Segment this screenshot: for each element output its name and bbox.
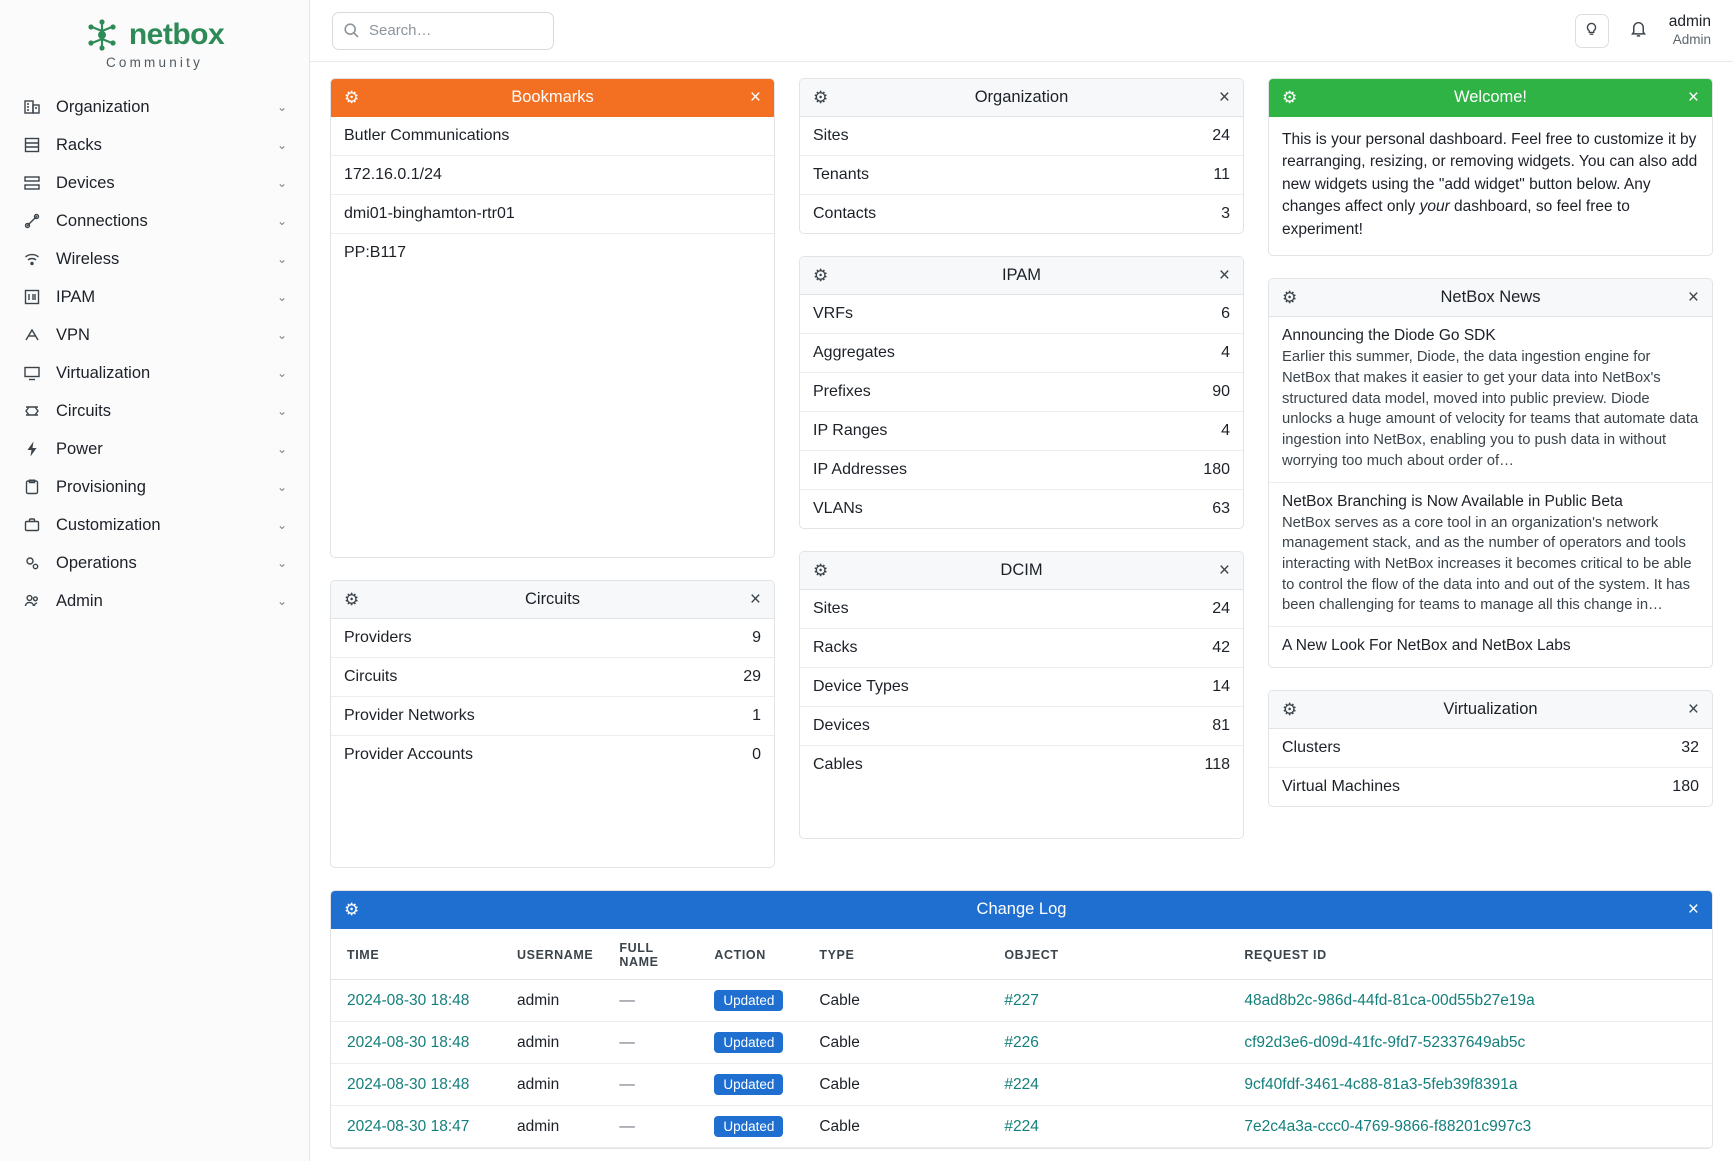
chevron-down-icon: ⌄ [276, 480, 287, 494]
chevron-down-icon: ⌄ [276, 518, 287, 532]
news-summary: NetBox serves as a core tool in an organization's network management stack, and as the number of operators and tools interacting with NetBox increases it becomes critical to be able to control the flow of the data into and out of the system. It has been challenging for teams to manage all this change in… [1282, 514, 1692, 614]
cell-time[interactable]: 2024-08-30 18:48 [347, 991, 470, 1009]
list-item[interactable] [1269, 483, 1712, 628]
row-value: 29 [743, 668, 761, 685]
news-summary: Earlier this summer, Diode, the data ingestion engine for NetBox that makes it easier to get your data into NetBox's structured data model, moved into public preview. Diode unlocks a huge amount of velocity for teams that automate data ingestion into NetBox, enabling you to push data in without worrying too much about order of… [1282, 349, 1699, 469]
sidebar-item-power[interactable] [0, 430, 309, 468]
cell-request-id[interactable]: 48ad8b2c-986d-44fd-81ca-00d55b27e19a [1244, 991, 1535, 1009]
sidebar-item-label: VPN [56, 325, 90, 344]
widget-title: DCIM [1000, 561, 1043, 579]
row-value: 63 [1212, 500, 1230, 517]
bolt-icon [22, 439, 42, 459]
cell-object[interactable]: #227 [1004, 991, 1039, 1009]
chevron-down-icon: ⌄ [276, 176, 287, 190]
close-icon[interactable]: × [1687, 287, 1699, 309]
widget-change-log [330, 890, 1713, 1149]
sidebar-item-operations[interactable] [0, 544, 309, 582]
row-value: 180 [1672, 778, 1699, 796]
row-label: IP Ranges [813, 422, 888, 439]
sidebar-item-label: Customization [56, 515, 161, 534]
sidebar-item-racks[interactable] [0, 126, 309, 164]
row-value: 0 [752, 746, 761, 763]
row-label: Racks [813, 639, 858, 656]
column-header-time[interactable]: TIME [331, 929, 501, 980]
brand-subtitle: Community [105, 55, 204, 70]
cell-type: Cable [803, 1106, 988, 1148]
brand-name: netbox [128, 18, 225, 51]
welcome-text [1269, 117, 1712, 255]
brand-logo-block[interactable] [0, 4, 309, 88]
widget-organization [799, 78, 1244, 234]
cell-type: Cable [803, 1064, 988, 1106]
cell-full-name: — [603, 980, 698, 1022]
row-value: 24 [1212, 127, 1230, 144]
welcome-text-emphasis: your [1419, 198, 1450, 216]
widget-title: NetBox News [1440, 288, 1541, 307]
list-item[interactable] [1269, 729, 1712, 768]
cell-object[interactable]: #226 [1004, 1033, 1039, 1051]
close-icon[interactable]: × [1218, 87, 1230, 108]
users-icon [22, 591, 42, 611]
row-value: 32 [1681, 739, 1699, 757]
sidebar-item-admin[interactable] [0, 582, 309, 620]
widget-header [800, 552, 1243, 590]
gear-icon[interactable]: ⚙ [1282, 288, 1298, 308]
cell-full-name: — [603, 1022, 698, 1064]
list-item[interactable] [800, 117, 1243, 156]
status-badge: Updated [714, 1032, 783, 1053]
row-label: Devices [813, 717, 870, 734]
sidebar-item-circuits[interactable] [0, 392, 309, 430]
cell-username: admin [501, 980, 603, 1022]
vpn-icon [22, 325, 42, 345]
widget-header [331, 581, 774, 619]
close-icon[interactable]: × [749, 87, 761, 108]
list-item[interactable] [331, 658, 774, 697]
row-value: 118 [1204, 756, 1230, 773]
status-badge: Updated [714, 1074, 783, 1095]
row-label: Sites [813, 127, 849, 144]
connection-icon [22, 211, 42, 231]
list-item[interactable] [800, 295, 1243, 334]
status-badge: Updated [714, 990, 783, 1011]
top-bar [310, 0, 1733, 62]
close-icon[interactable]: × [1687, 699, 1699, 721]
cell-username: admin [501, 1106, 603, 1148]
row-label: VRFs [813, 305, 853, 322]
news-title: Announcing the Diode Go SDK [1282, 327, 1496, 345]
column-header-username[interactable]: USERNAME [501, 929, 603, 980]
list-item[interactable] [800, 451, 1243, 490]
cell-time[interactable]: 2024-08-30 18:48 [347, 1033, 470, 1051]
row-label: Circuits [344, 668, 398, 685]
sidebar-item-label: Virtualization [56, 363, 151, 382]
widget-title: Bookmarks [511, 88, 594, 106]
widget-title: Virtualization [1443, 700, 1538, 719]
dashboard-column-3 [1268, 78, 1713, 890]
widget-body [1269, 729, 1712, 806]
list-item[interactable] [800, 707, 1243, 746]
monitor-icon [22, 363, 42, 383]
chevron-down-icon: ⌄ [276, 366, 287, 380]
building-icon [22, 97, 42, 117]
row-label: Contacts [813, 205, 877, 222]
row-value: 81 [1212, 717, 1230, 734]
cell-username: admin [501, 1064, 603, 1106]
sidebar-item-provisioning[interactable] [0, 468, 309, 506]
theme-toggle-button[interactable] [1575, 14, 1609, 48]
row-label: Aggregates [813, 344, 895, 361]
row-value: 4 [1221, 422, 1230, 439]
widget-title: Welcome! [1453, 88, 1528, 106]
change-log-table [331, 929, 1712, 1148]
list-item[interactable] [800, 490, 1243, 528]
widget-netbox-news [1268, 278, 1713, 668]
rack-icon [22, 135, 42, 155]
row-label: Clusters [1282, 739, 1341, 757]
gear-icon[interactable]: ⚙ [1282, 700, 1298, 720]
list-item[interactable] [800, 412, 1243, 451]
gear-icon[interactable]: ⚙ [344, 88, 360, 107]
row-label: IP Addresses [813, 461, 907, 478]
sidebar-item-label: Racks [56, 135, 102, 154]
sidebar-item-label: Provisioning [56, 477, 146, 496]
welcome-text-part1: This is your personal dashboard. Feel free to customize it by rearranging, resizing, or removing widgets. You can also add new widgets using the "add widget" button below. Any changes affect only [1282, 131, 1698, 216]
close-icon[interactable]: × [1687, 899, 1699, 920]
ip-icon [22, 287, 42, 307]
widget-dcim [799, 551, 1244, 839]
sidebar-item-label: Power [56, 439, 103, 458]
chevron-down-icon: ⌄ [276, 214, 287, 228]
widget-header [331, 891, 1712, 929]
gear-icon[interactable]: ⚙ [813, 88, 829, 107]
widget-body [331, 117, 774, 272]
widget-title: Organization [974, 88, 1069, 106]
list-item[interactable] [800, 590, 1243, 629]
table-row [331, 980, 1712, 1022]
row-value: 14 [1212, 678, 1230, 695]
widget-title: Change Log [976, 900, 1067, 918]
widget-header [1269, 79, 1712, 117]
row-label: Virtual Machines [1282, 778, 1400, 796]
widget-header [800, 79, 1243, 117]
row-value: 4 [1221, 344, 1230, 361]
row-label: VLANs [813, 500, 863, 517]
row-label: Sites [813, 600, 849, 617]
status-badge: Updated [714, 1116, 783, 1137]
cell-type: Cable [803, 980, 988, 1022]
cell-type: Cable [803, 1022, 988, 1064]
list-item[interactable] [1269, 768, 1712, 806]
list-item[interactable] [800, 668, 1243, 707]
list-item[interactable]: PP:B117 [344, 244, 406, 261]
sidebar-item-virtualization[interactable] [0, 354, 309, 392]
list-item[interactable] [331, 736, 774, 774]
welcome-text-part2: dashboard, so feel free to experiment! [1282, 198, 1630, 238]
column-header-request-id[interactable]: REQUEST ID [1228, 929, 1712, 980]
sidebar-item-label: IPAM [56, 287, 96, 306]
sidebar-item-label: Devices [56, 173, 115, 192]
top-bar-right [1575, 12, 1711, 48]
close-icon[interactable]: × [749, 589, 761, 610]
list-item[interactable]: 172.16.0.1/24 [331, 156, 774, 195]
row-value: 42 [1212, 639, 1230, 656]
widget-body [1269, 317, 1712, 667]
widget-title: Circuits [524, 590, 580, 608]
list-item[interactable] [800, 334, 1243, 373]
sidebar-item-wireless[interactable] [0, 240, 309, 278]
list-item[interactable] [800, 195, 1243, 233]
sidebar-item-label: Organization [56, 97, 150, 116]
chevron-down-icon: ⌄ [276, 556, 287, 570]
cell-request-id[interactable]: 7e2c4a3a-ccc0-4769-9866-f88201c997c3 [1244, 1117, 1532, 1135]
column-header-object[interactable]: OBJECT [988, 929, 1228, 980]
row-value: 90 [1212, 383, 1230, 400]
list-item[interactable] [331, 697, 774, 736]
netbox-logo-icon [85, 18, 119, 52]
cell-time[interactable]: 2024-08-30 18:48 [347, 1075, 470, 1093]
sidebar-item-label: Connections [56, 211, 148, 230]
widget-welcome [1268, 78, 1713, 256]
gear-icon[interactable]: ⚙ [344, 590, 360, 609]
sidebar-item-label: Operations [56, 553, 137, 572]
list-item[interactable] [800, 156, 1243, 195]
sidebar-item-connections[interactable] [0, 202, 309, 240]
widget-body [331, 619, 774, 774]
list-item[interactable] [331, 619, 774, 658]
list-item[interactable]: dmi01-binghamton-rtr01 [331, 195, 774, 234]
cell-full-name: — [603, 1064, 698, 1106]
widget-header [1269, 691, 1712, 729]
table-row [331, 1064, 1712, 1106]
news-title: A New Look For NetBox and NetBox Labs [1282, 637, 1571, 655]
news-title: NetBox Branching is Now Available in Public Beta [1282, 492, 1623, 510]
widget-virtualization [1268, 690, 1713, 807]
cell-username: admin [501, 1022, 603, 1064]
column-header-action[interactable]: ACTION [698, 929, 803, 980]
chevron-down-icon: ⌄ [276, 594, 287, 608]
row-label: Device Types [813, 678, 909, 695]
row-value: 6 [1221, 305, 1230, 322]
close-icon[interactable]: × [1218, 265, 1230, 286]
chevron-down-icon: ⌄ [276, 328, 287, 342]
user-name: admin [1668, 13, 1711, 31]
gear-icon[interactable]: ⚙ [813, 561, 829, 580]
row-label: Cables [813, 756, 863, 773]
sidebar-item-vpn[interactable] [0, 316, 309, 354]
table-header-row [331, 929, 1712, 980]
user-role: Admin [1672, 31, 1711, 47]
cell-full-name: — [603, 1106, 698, 1148]
row-label: Provider Accounts [344, 746, 473, 763]
row-value: 3 [1221, 205, 1230, 222]
table-row [331, 1022, 1712, 1064]
dashboard-grid [310, 62, 1733, 1161]
sidebar-item-label: Circuits [56, 401, 112, 420]
sidebar-item-label: Admin [56, 591, 103, 610]
sidebar-item-devices[interactable] [0, 164, 309, 202]
widget-body [800, 295, 1243, 528]
cell-object[interactable]: #224 [1004, 1075, 1039, 1093]
row-label: Provider Networks [344, 707, 475, 724]
widget-circuits [330, 580, 775, 868]
chevron-down-icon: ⌄ [276, 100, 287, 114]
sidebar-item-ipam[interactable] [0, 278, 309, 316]
main-area [310, 0, 1733, 1161]
search-input[interactable] [332, 12, 554, 50]
lightbulb-icon [1583, 20, 1600, 42]
row-value: 1 [752, 707, 761, 724]
widget-body [1269, 117, 1712, 255]
widget-ipam [799, 256, 1244, 529]
column-header-full-name[interactable]: FULL NAME [603, 929, 698, 980]
row-value: 180 [1203, 461, 1230, 478]
sidebar-item-organization[interactable] [0, 88, 309, 126]
list-item[interactable] [800, 746, 1243, 784]
widget-header [800, 257, 1243, 295]
close-icon[interactable]: × [1687, 87, 1699, 108]
widget-body [800, 117, 1243, 233]
row-label: Prefixes [813, 383, 871, 400]
chevron-down-icon: ⌄ [276, 252, 287, 266]
widget-title: IPAM [1001, 266, 1042, 284]
widget-header [331, 79, 774, 117]
gear-icon[interactable]: ⚙ [1282, 88, 1298, 107]
cell-request-id[interactable]: cf92d3e6-d09d-41fc-9fd7-52337649ab5c [1244, 1033, 1526, 1051]
sidebar-item-customization[interactable] [0, 506, 309, 544]
list-item[interactable] [1269, 627, 1712, 667]
dashboard-column-1 [330, 78, 775, 890]
list-item[interactable]: Butler Communications [331, 117, 774, 156]
list-item[interactable] [800, 373, 1243, 412]
wifi-icon [22, 249, 42, 269]
row-value: 24 [1212, 600, 1230, 617]
gear-icon[interactable]: ⚙ [813, 266, 829, 285]
table-row [331, 1106, 1712, 1148]
chevron-down-icon: ⌄ [276, 404, 287, 418]
gears-icon [22, 553, 42, 573]
cell-object[interactable]: #224 [1004, 1117, 1039, 1135]
chevron-down-icon: ⌄ [276, 138, 287, 152]
bell-icon [1629, 19, 1648, 43]
server-icon [22, 173, 42, 193]
gear-icon[interactable]: ⚙ [344, 900, 360, 919]
chevron-down-icon: ⌄ [276, 290, 287, 304]
row-label: Tenants [813, 166, 870, 183]
chevron-down-icon: ⌄ [276, 442, 287, 456]
row-label: Providers [344, 629, 412, 646]
column-header-type[interactable]: TYPE [803, 929, 988, 980]
circuit-icon [22, 401, 42, 421]
cell-request-id[interactable]: 9cf40fdf-3461-4c88-81a3-5feb39f8391a [1244, 1075, 1518, 1093]
close-icon[interactable]: × [1218, 560, 1230, 581]
row-value: 11 [1213, 166, 1230, 183]
list-item[interactable] [1269, 317, 1712, 482]
search-icon [343, 22, 360, 39]
notifications-button[interactable] [1625, 17, 1653, 45]
cell-time[interactable]: 2024-08-30 18:47 [347, 1117, 470, 1135]
list-item[interactable] [800, 629, 1243, 668]
widget-body [800, 590, 1243, 784]
widget-header [1269, 279, 1712, 317]
briefcase-icon [22, 515, 42, 535]
sidebar [0, 0, 310, 1161]
dashboard-column-2 [799, 78, 1244, 890]
sidebar-item-label: Wireless [56, 249, 120, 268]
clipboard-icon [22, 477, 42, 497]
user-menu[interactable] [1669, 12, 1711, 48]
row-value: 9 [752, 629, 761, 646]
search-box[interactable] [332, 12, 554, 50]
widget-bookmarks [330, 78, 775, 558]
